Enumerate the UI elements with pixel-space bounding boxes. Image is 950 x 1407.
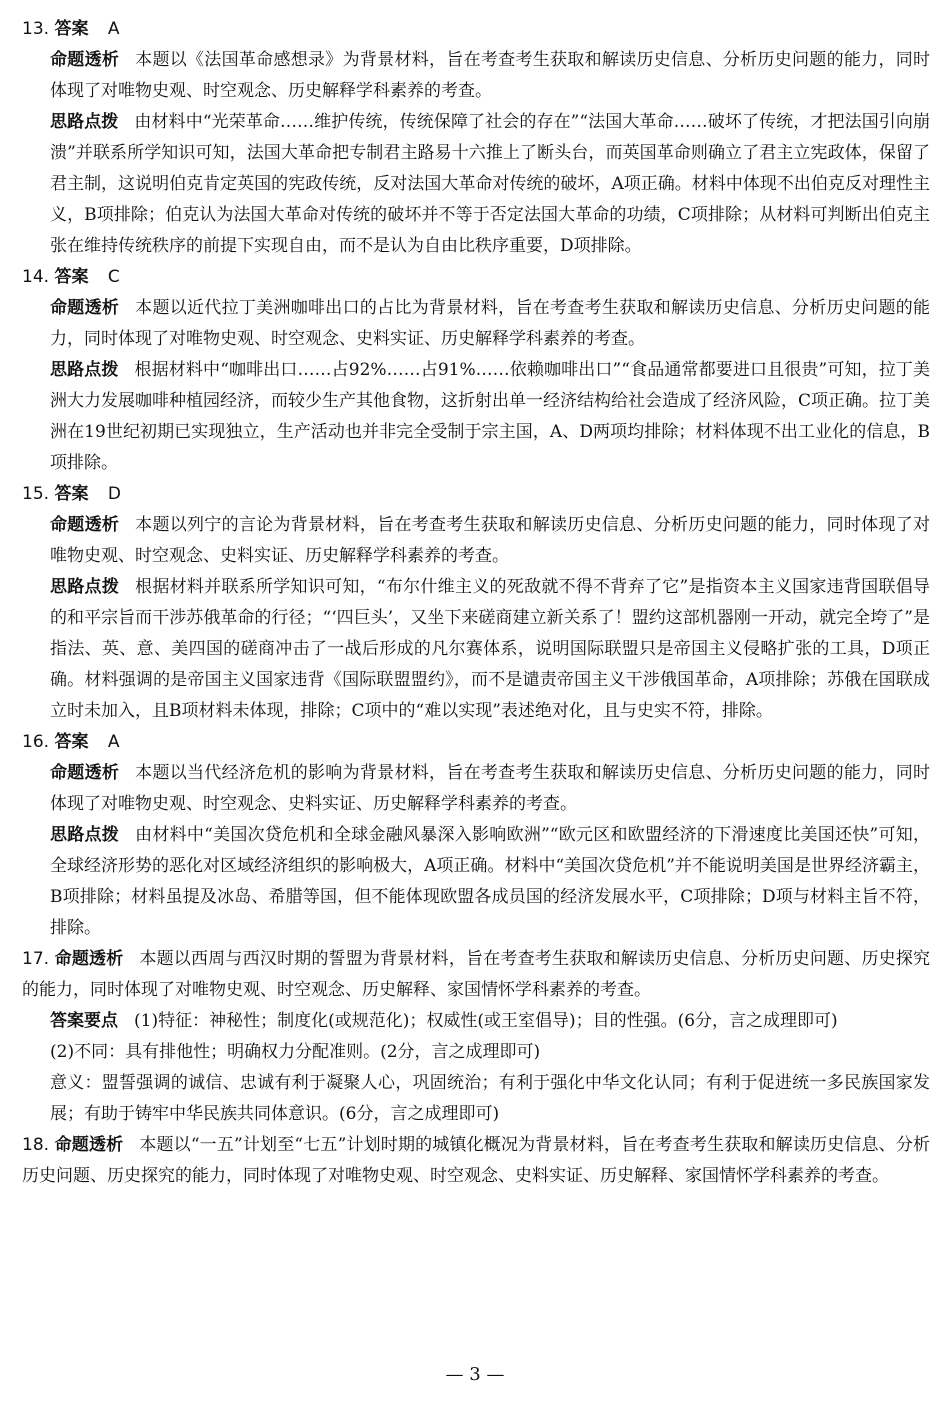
analysis-paragraph [22,1130,930,1192]
hint-label: 思路点拨 [50,577,120,597]
hint-text: 由材料中“美国次贷危机和全球金融风暴深入影响欧洲”“欧元区和欧盟经济的下滑速度比美国还快”可知，全球经济形势的恶化对区域经济组织的影响极大，A项正确。材料中“美国次贷危机”并不能说明美国是世界经济霸主，B项排除；材料虽提及冰岛、希腊等国，但不能体现欧盟各成员国的经济发展水平，C项排除；D项与材料主旨不符，排除。 [50,825,930,938]
answer-value: C [107,267,120,287]
question-number: 15. [22,484,50,504]
analysis-paragraph [50,293,930,355]
hint-paragraph [50,355,930,479]
analysis-text: 本题以近代拉丁美洲咖啡出口的占比为背景材料，旨在考查考生获取和解读历史信息、分析历史问题的能力，同时体现了对唯物史观、时空观念、史料实证、历史解释学科素养的考查。 [50,298,931,349]
hint-label: 思路点拨 [50,112,119,132]
hint-paragraph [50,820,930,944]
analysis-paragraph [50,510,930,572]
analysis-paragraph [50,45,930,107]
question-17 [22,944,930,1130]
analysis-label: 命题透析 [54,1135,124,1155]
hint-text: 由材料中“光荣革命……维护传统，传统保障了社会的存在”“法国大革命……破坏了传统，才把法国引向崩溃”并联系所学知识可知，法国大革命把专制君主路易十六推上了断头台，而英国革命则确立了君主立宪政体，保留了君主制，这说明伯克肯定英国的宪政传统，反对法国大革命对传统的破坏，A项正确。材料中体现不出伯克反对理性主义，B项排除；伯克认为法国大革命对传统的破坏并不等于否定法国大革命的功绩，C项排除；从材料可判断出伯克主张在维持传统秩序的前提下实现自由，而不是认为自由比秩序重要，D项排除。 [50,112,931,256]
analysis-label: 命题透析 [50,50,120,70]
key-points-paragraph [50,1006,930,1037]
key-points-label: 答案要点 [50,1011,118,1031]
analysis-label: 命题透析 [54,949,124,969]
hint-label: 思路点拨 [50,825,120,845]
analysis-label: 命题透析 [50,515,120,535]
answer-value: A [107,732,120,752]
hint-text: 根据材料并联系所学知识可知，“布尔什维主义的死敌就不得不背弃了它”是指资本主义国家违背国联倡导的和平宗旨而干涉苏俄革命的行径；“‘四巨头’，又坐下来磋商建立新关系了！盟约这部机器刚一开动，就完全垮了”是指法、英、意、美四国的磋商冲击了一战后形成的凡尔赛体系，说明国际联盟只是帝国主义侵略扩张的工具，D项正确。材料强调的是帝国主义国家违背《国际联盟盟约》，而不是谴责帝国主义干涉俄国革命，A项排除；苏俄在国联成立时未加入，且B项材料未体现，排除；C项中的“难以实现”表述绝对化，且与史实不符，排除。 [50,577,930,721]
answer-value: D [107,484,121,504]
question-18 [22,1130,930,1192]
analysis-label: 命题透析 [50,763,120,783]
question-15 [22,479,930,727]
answer-label: 答案 [54,19,89,39]
analysis-text: 本题以西周与西汉时期的誓盟为背景材料，旨在考查考生获取和解读历史信息、分析历史问题、历史探究的能力，同时体现了对唯物史观、时空观念、历史解释、家国情怀学科素养的考查。 [22,949,931,1000]
answer-label: 答案 [54,267,89,287]
question-13 [22,14,930,262]
analysis-text: 本题以列宁的言论为背景材料，旨在考查考生获取和解读历史信息、分析历史问题的能力，同时体现了对唯物史观、时空观念、史料实证、历史解释学科素养的考查。 [50,515,931,566]
analysis-text: 本题以当代经济危机的影响为背景材料，旨在考查考生获取和解读历史信息、分析历史问题的能力，同时体现了对唯物史观、时空观念、史料实证、历史解释学科素养的考查。 [50,763,931,814]
hint-label: 思路点拨 [50,360,119,380]
analysis-text: 本题以“一五”计划至“七五”计划时期的城镇化概况为背景材料，旨在考查考生获取和解读历史信息、分析历史问题、历史探究的能力，同时体现了对唯物史观、时空观念、史料实证、历史解释、家国情怀学科素养的考查。 [22,1135,931,1186]
hint-text: 根据材料中“咖啡出口……占92%……占91%……依赖咖啡出口”“食品通常都要进口且很贵”可知，拉丁美洲大力发展咖啡种植园经济，而较少生产其他食物，这折射出单一经济结构给社会造成了经济风险，C项正确。拉丁美洲在19世纪初期已实现独立，生产活动也并非完全受制于宗主国，A、D两项均排除；材料体现不出工业化的信息，B项排除。 [50,360,931,473]
answer-label: 答案 [54,732,89,752]
question-number: 18. [22,1135,50,1155]
analysis-label: 命题透析 [50,298,120,318]
analysis-paragraph [22,944,930,1006]
key-point-3: 意义：盟誓强调的诚信、忠诚有利于凝聚人心，巩固统治；有利于强化中华文化认同；有利于促进统一多民族国家发展；有助于铸牢中华民族共同体意识。(6分，言之成理即可) [50,1073,930,1124]
page-number: — 3 — [445,1364,505,1385]
analysis-paragraph [50,758,930,820]
question-14 [22,262,930,479]
answer-document [22,14,930,1192]
analysis-text: 本题以《法国革命感想录》为背景材料，旨在考查考生获取和解读历史信息、分析历史问题的能力，同时体现了对唯物史观、时空观念、历史解释学科素养的考查。 [50,50,931,101]
question-number: 13. [22,19,50,39]
question-16 [22,727,930,944]
question-number: 14. [22,267,50,287]
answer-label: 答案 [54,484,89,504]
hint-paragraph [50,572,930,727]
question-number: 17. [22,949,50,969]
key-point-1: (1)特征：神秘性；制度化(或规范化)；权威性(或王室倡导)；目的性强。(6分，言之成理即可) [134,1011,838,1031]
key-point-2: (2)不同：具有排他性；明确权力分配准则。(2分，言之成理即可) [50,1042,541,1062]
hint-paragraph [50,107,930,262]
question-number: 16. [22,732,50,752]
answer-value: A [107,19,120,39]
